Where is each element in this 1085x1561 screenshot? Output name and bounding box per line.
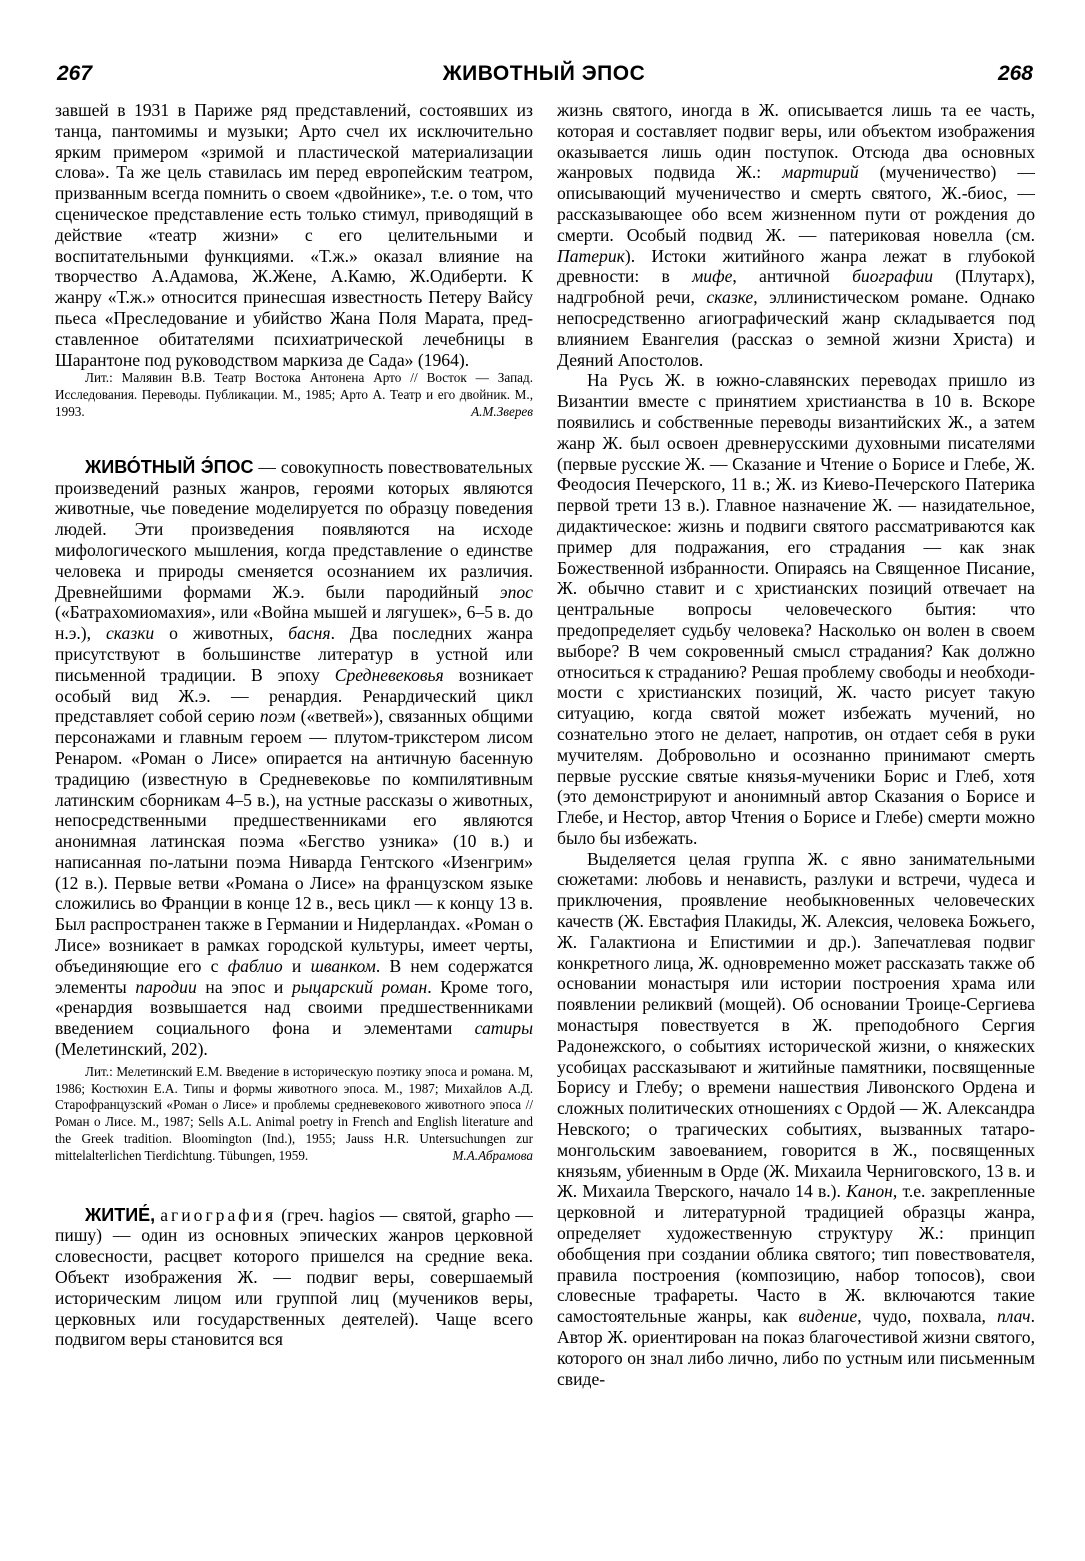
crossref-link[interactable]: фаблио [227,955,283,976]
crossref-link[interactable]: пародии [135,976,197,997]
paragraph: жизнь святого, иногда в Ж. описывается лишь та ее часть, которая и составляет подвиг веры, или объектом изображения оказывается лишь один поступок. Отсюда два основных жанровых подвида Ж.: мартирий (мученичество) — описывающий мученичество и смерть святого, Ж.-биос, — рассказывающее обо всем жизненном пути от рождения до смерти. Особый подвид Ж. — патериковая новелла (см. Патерик). Истоки житийного жанра лежат в глубокой древности: в мифе, античной биографии (Плутарх), надгробной речи, сказке, эллинистическом романе. Однако непосредственно агиографический жанр складывается под влиянием Евангелия (рассказ о земной жизни Христа) и Деяний Апостолов. [557,100,1035,370]
spaced-term: агиография [160,1204,277,1225]
headword: ЖИТИЕ́, [85,1204,156,1225]
crossref-link[interactable]: рыцарский роман [291,976,428,997]
page-number-left: 267 [57,62,93,85]
crossref-link[interactable]: видение [798,1306,858,1327]
crossref-link[interactable]: сказки [105,623,155,644]
paragraph: На Русь Ж. в южно-славянских переводах пришло из Византии вместе с принятием христианства в 10 в. Вскоре появились и собственные переводы византийских Ж., а затем жанр Ж. был освоен древнерусскими духовными писателями (первые русские Ж. — Сказание и Чтение о Борисе и Глебе, Ж. Феодосия Печерского, 11 в.; Ж. из Киево-Печерского Патерика первой трети 13 в.). Главное назначение Ж. — назидательное, дидактическое: жизнь и подвиги святого рассматриваются как пример для подражания, его страдания — как знак Божественной избранности. Опираясь на Священное Писание, Ж. обычно ставит и с христианских позиций отвечает на центральные вопросы человеческого бытия: что предопределяет судьбу человека? Насколько он волен в своем выборе? В чем сокровенный смысл страдания? Как должно относиться к страданию? Решая проблему свободы и необходимости с христианских позиций, Ж. часто рисует такую ситуацию, когда святой может избежать мучений, но сознательно этого не делает, напротив, он отдает себя в руки мучителям. Добровольно и осознанно принимают смерть первые русские святые князья-мученики Борис и Глеб, хотя (это демонстрируют и анонимный автор Сказания о Борисе и Глебе, и Нестор, автор Чтения о Борисе и Глебе) смерти можно было бы избежать. [557,370,1035,848]
crossref-link[interactable]: мифе [692,266,733,287]
crossref-link[interactable]: сказке [706,287,754,308]
page-header [55,62,1033,94]
crossref-link[interactable]: шванком [310,955,376,976]
continued-paragraph: завшей в 1931 в Париже ряд представлений, состоявших из танца, пантомимы и музыки; Арто счел их исключительно ярким примером «зримой и пластической материализации слова». Та же цель ставилась им перед европейским театром, призванным всегда помнить о своем «двойнике», т.е. о том, что сценическое представление есть только стимул, приводящий в действие «театр жизни» с его целительными и воспитательными функциями. «Т.ж.» оказал влияние на творчество А.Адамова, Ж.Жене, А.Камю, Ж.Одиберти. К жанру «Т.ж.» относится принесшая известность Петеру Вайсу пьеса «Преследование и убийство Жана Поля Марата, представленное обитателями психиатрической лечебницы в Шарантоне под руководством маркиза де Сада» (1964). [55,100,533,370]
crossref-link[interactable]: биографии [852,266,934,287]
crossref-link[interactable]: сатиры [474,1018,533,1039]
author-signature: А.М.Зверев [471,403,533,419]
crossref-link[interactable]: Патерик [557,245,625,266]
crossref-link[interactable]: плач [996,1306,1031,1327]
paragraph: Выделяется целая группа Ж. с явно занимательными сюжетами: любовь и ненависть, разлуки и встречи, чудеса и приключения, проявление необыкновенных человеческих качеств (Ж. Евстафия Плакиды, Ж. Алексия, человека Божьего, Ж. Галактиона и Епистимии и др.). Запечатлевая подвиг конкретного лица, Ж. одновременно может рассказать также об основании монастыря или истории построения храма или появлении реликвий (мощей). Об основании Троице-Сергиева монастыря повествуется в Ж. преподобного Сергия Радонежского, о событиях исторической жизни, о княжеских усобицах рассказывают и житийные памятники, посвященные Борису и Глебу; о времени нашествия Ливонского Ордена и сложных политических отношениях с Ордой — Ж. Александра Невского; о трагических событиях, вызванных татаро-монгольским завоеванием, говорится в Ж., посвященных князьям, убиенным в Орде (Ж. Михаила Черниговского, 13 в. и Ж. Михаила Тверского, начало 14 в.). Канон, т.е. закрепленные церковной и литературной традицией образцы жанра, определяет художественную структуру Ж.: принцип обобщения при создании облика святого; тип повествователя, правила построения (композицию, набор топосов), свои словесные трафареты. Часто в Ж. включаются такие самостоятельные жанры, как видение, чудо, похвала, плач. Автор Ж. ориентирован на показ благочестивой жизни святого, которого он знал либо лично, либо по устным или письменным свиде- [557,848,1035,1389]
left-column [55,100,533,1550]
bibliography-1 [55,370,533,420]
crossref-link[interactable]: Средневековья [334,664,444,685]
crossref-link[interactable]: поэм [259,706,296,727]
bibliography-2 [55,1064,533,1165]
crossref-link[interactable]: Канон [846,1181,893,1202]
entry-hagiography: ЖИТИЕ́, агиография (греч. hagios — святой, grapho — пишу) — один из основных эпических жанров церковной словесности, расцвет которого пришелся на средние века. Объект изображения Ж. — подвиг веры, совершаемый историческим лицом или группой лиц (мучеников веры, церковных или государственных деятелей). Чаще всего подвигом веры становится вся [55,1204,533,1350]
page-number-right: 268 [997,62,1033,85]
crossref-link[interactable]: эпос [499,581,533,602]
right-column [557,100,1035,1550]
author-signature: М.А.Абрамова [452,1147,533,1163]
bibliography-text: Лит.: Мелетинский Е.М. Введение в историческую поэтику эпоса и романа. М, 1986; Костюхин Е.А. Типы и формы животного эпоса. М., 1987; Михайлов А.Д. Старофранцузский «Роман о Лисе» и проблемы средневекового животного эпоса // Роман о Лисе. М., 1987; Sells A.L. Animal poetry in French and English literature and the Greek tradition. Bloomington (Ind.), 1955; Jauss H.R. Untersuchungen zur mittelalterlichen Tierdichtung. Tübungen, 1959. [55,1063,533,1163]
crossref-link[interactable]: мартирий [782,162,859,183]
entry-animal-epic: ЖИВО́ТНЫЙ Э́ПОС — совокупность повествовательных произведений разных жанров, героями которых являются животные, чье поведение моделируется по образцу поведения людей. Эти произведения появляются на исходе мифологического мышления, когда представление о единстве человека и природы сменяется осознанием их различия. Древнейшими формами Ж.э. были пародийный эпос («Батрахомиомахия», или «Война мышей и лягушек», 6–5 в. до н.э.), сказки о животных, басня. Два последних жанра присутствуют в большинстве литератур в устной или письменной традиции. В эпоху Средневековья возникает особый вид Ж.э. — ренардия. Ренардический цикл представляет собой серию поэм («ветвей»), связанных общими персонажами и главным героем — плутом-трикстером лисом Ренаром. «Роман о Лисе» опирается на античную басенную традицию (известную в Средневековье по компилятивным латинским сборникам 4–5 в.), на устные рассказы о животных, непосредственными предшественниками его являются анонимная латинская поэма «Бегство узника» (10 в.) и написанная по-латыни поэма Ниварда Гентского «Изенгрим» (12 в.). Первые ветви «Романа о Лисе» на французском языке сложились во Франции в конце 12 в., весь цикл — к концу 13 в. Был распространен также в Германии и Нидерландах. «Роман о Лисе» возникает в рамках городской культуры, имеет черты, объединяющие его с фаблио и шванком. В нем содержатся элементы пародии на эпос и рыцарский роман. Кроме того, «ренардия возвышается над своими предшественниками введением социального фона и элементами сатиры (Мелетинский, 202). [55,456,533,1060]
running-title: ЖИВОТНЫЙ ЭПОС [442,62,646,85]
crossref-link[interactable]: басня [288,623,331,644]
headword: ЖИВО́ТНЫЙ Э́ПОС [85,456,254,477]
bibliography-text: Лит.: Малявин В.В. Театр Востока Антонена Арто // Восток — Запад. Исследования. Переводы. Публикации. М., 1985; Арто А. Театр и его двойник. М., 1993. [55,370,533,419]
